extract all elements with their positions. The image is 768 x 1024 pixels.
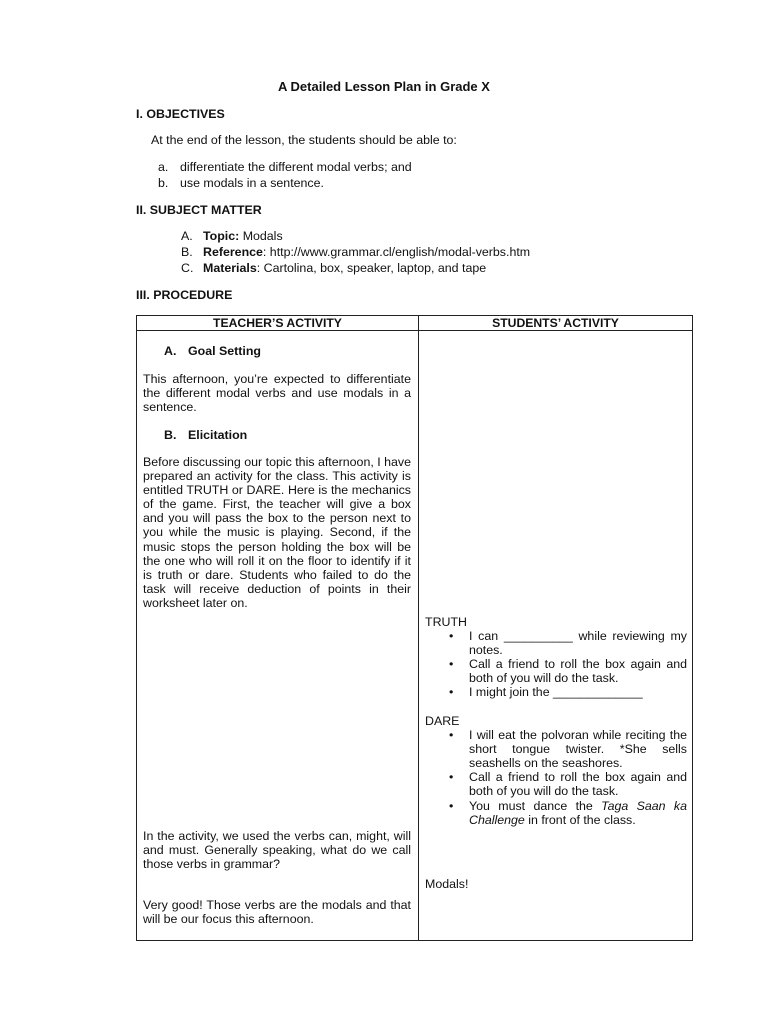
subject-item-reference: B. Reference: http://www.grammar.cl/english/modal-verbs.htm	[181, 245, 531, 259]
dare-section	[425, 714, 687, 827]
list-item: • I can __________ while reviewing my notes.	[449, 629, 687, 658]
truth-section	[425, 615, 687, 700]
procedure-table	[136, 315, 693, 941]
list-item: • I will eat the polvoran while reciting the short tongue twister. *She sells seashells on the seashores.	[449, 728, 687, 771]
question-text: In the activity, we used the verbs can, might, will and must. Generally speaking, what do we call those verbs in grammar?	[143, 829, 411, 872]
list-item: • I might join the _____________	[449, 685, 643, 700]
subject-item-materials: C. Materials: Cartolina, box, speaker, laptop, and tape	[181, 261, 487, 275]
list-item: • You must dance the Taga Saan ka Challenge in front of the class.	[449, 798, 688, 827]
goal-setting-heading: A. Goal Setting	[164, 344, 261, 358]
objective-item: b. use modals in a sentence.	[158, 176, 324, 190]
procedure-heading: III. PROCEDURE	[136, 288, 233, 302]
truth-label: TRUTH	[425, 615, 467, 629]
goal-setting-text: This afternoon, you’re expected to differentiate the different modal verbs and use modals in a sentence.	[143, 372, 411, 415]
teacher-activity-cell	[137, 331, 419, 941]
teacher-activity-header: TEACHER’S ACTIVITY	[137, 316, 419, 331]
students-activity-header: STUDENTS’ ACTIVITY	[419, 316, 693, 331]
elicitation-heading: B. Elicitation	[164, 428, 248, 442]
students-activity-cell	[419, 331, 693, 941]
elicitation-text: Before discussing our topic this afternoon, I have prepared an activity for the class. This activity is entitled TRUTH or DARE. Here is the mechanics of the game. First, the teacher will give a box and you will pass the box to the person next to you while the music is playing. Second, if the music stops the person holding the box will be the one who will roll it on the floor to identify if it is truth or dare. Students who failed to do the task will receive deduction of points in their worksheet later on.	[143, 455, 411, 610]
list-item: • Call a friend to roll the box again and both of you will do the task.	[449, 657, 687, 686]
subject-item-topic: A. Topic: Modals	[181, 229, 283, 243]
dare-label: DARE	[425, 714, 460, 728]
closing-text: Very good! Those verbs are the modals and that will be our focus this afternoon.	[143, 898, 411, 927]
subject-matter-heading: II. SUBJECT MATTER	[136, 203, 262, 217]
list-item: • Call a friend to roll the box again and both of you will do the task.	[449, 770, 687, 799]
objective-item: a. differentiate the different modal verbs; and	[158, 160, 412, 174]
document-title: A Detailed Lesson Plan in Grade X	[278, 79, 490, 94]
students-answer: Modals!	[425, 877, 469, 891]
objectives-intro: At the end of the lesson, the students should be able to:	[151, 133, 457, 147]
objectives-heading: I. OBJECTIVES	[136, 107, 225, 121]
